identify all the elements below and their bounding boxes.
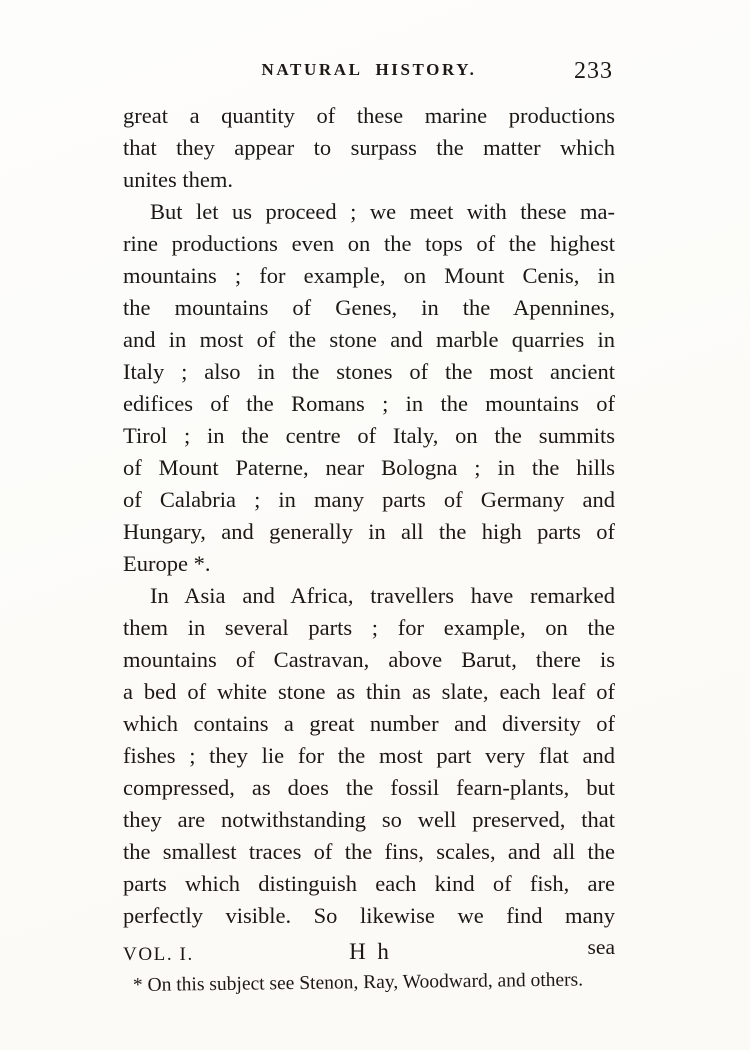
footnote: * On this subject see Stenon, Ray, Woodward, and others. <box>132 969 584 996</box>
body-line: they are notwithstanding so well preserved, that <box>123 807 615 832</box>
body-line: Hungary, and generally in all the high parts of <box>123 519 615 544</box>
body-line: edifices of the Romans ; in the mountains of <box>123 391 615 416</box>
body-line: parts which distinguish each kind of fish, are <box>123 871 615 896</box>
signature-mark: H h <box>349 939 389 964</box>
paragraph <box>123 196 615 580</box>
body-line: Italy ; also in the stones of the most ancient <box>123 359 615 384</box>
body-line: But let us proceed ; we meet with these ma- <box>150 199 615 224</box>
body-line: the mountains of Genes, in the Apennines, <box>123 295 615 320</box>
paragraph <box>123 580 615 932</box>
catchword: sea <box>587 935 615 959</box>
body-text <box>123 100 615 932</box>
body-line: rine productions even on the tops of the highest <box>123 231 615 256</box>
page-header <box>123 60 615 88</box>
body-line: mountains of Castravan, above Barut, there is <box>123 647 615 672</box>
body-line: Europe *. <box>123 551 211 576</box>
body-line: and in most of the stone and marble quarries in <box>123 327 615 352</box>
body-line: In Asia and Africa, travellers have remarked <box>150 583 615 608</box>
body-line: which contains a great number and diversity of <box>123 711 615 736</box>
body-line: unites them. <box>123 167 233 192</box>
page-footer <box>123 937 615 971</box>
running-title: NATURAL HISTORY. <box>261 60 477 79</box>
body-line: of Mount Paterne, near Bologna ; in the hills <box>123 455 615 480</box>
body-line: of Calabria ; in many parts of Germany and <box>123 487 615 512</box>
body-line: the smallest traces of the fins, scales, and all the <box>123 839 615 864</box>
body-line: that they appear to surpass the matter which <box>123 135 615 160</box>
body-line: perfectly visible. So likewise we find many <box>123 903 615 928</box>
page-number: 233 <box>574 58 613 84</box>
paragraph <box>123 100 615 196</box>
body-line: mountains ; for example, on Mount Cenis, in <box>123 263 615 288</box>
volume-label: VOL. I. <box>123 944 194 965</box>
body-line: a bed of white stone as thin as slate, each leaf of <box>123 679 615 704</box>
body-line: Tirol ; in the centre of Italy, on the summits <box>123 423 615 448</box>
body-line: them in several parts ; for example, on the <box>123 615 615 640</box>
body-line: compressed, as does the fossil fearn-plants, but <box>123 775 615 800</box>
body-line: fishes ; they lie for the most part very flat and <box>123 743 615 768</box>
body-line: great a quantity of these marine productions <box>123 103 615 128</box>
